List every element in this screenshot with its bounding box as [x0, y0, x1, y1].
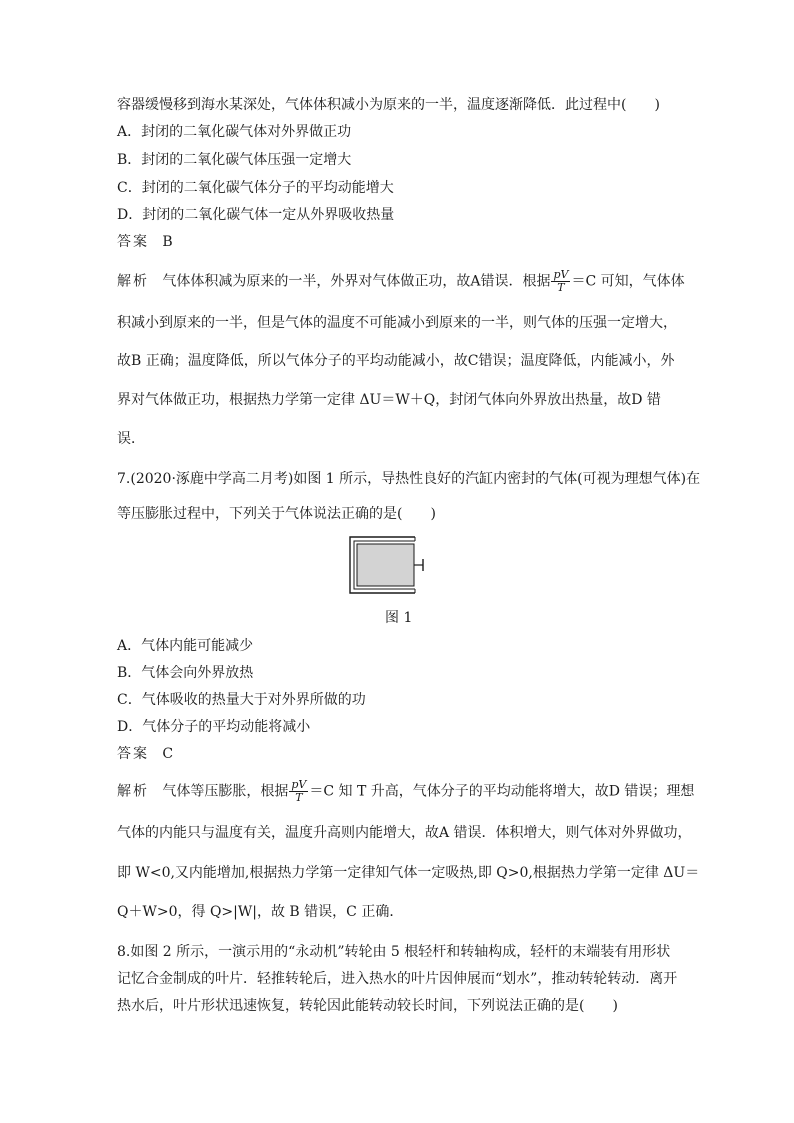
- figure-caption: 图 1: [385, 610, 413, 626]
- q6-analysis-line-1: [117, 269, 685, 294]
- q7-stem-line-2: 等压膨胀过程中，下列关于气体说法正确的是( ): [117, 506, 436, 522]
- q6-answer: [117, 233, 173, 251]
- q6-analysis-line-5: 误．: [117, 431, 145, 447]
- fraction-numerator: pV: [553, 268, 569, 281]
- q6-analysis-line-4: 界对气体做正功，根据热力学第一定律 ΔU＝W＋Q，封闭气体向外界放出热量，故D 错: [117, 392, 661, 408]
- q7-answer: [117, 745, 173, 763]
- q6-option-b: B．封闭的二氧化碳气体压强一定增大: [117, 152, 352, 168]
- q7-analysis-line-3: 即 W<0,又内能增加,根据热力学第一定律知气体一定吸热,即 Q>0,根据热力学第一定律 ΔU＝: [117, 865, 700, 881]
- fraction-numerator: pV: [291, 778, 307, 791]
- analysis-text: ＝C 可知，气体体: [571, 273, 685, 290]
- analysis-text: ＝C 知 T 升高，气体分子的平均动能将增大，故D 错误；理想: [309, 783, 695, 800]
- q6-analysis-line-2: 积减小到原来的一半，但是气体的温度不可能减小到原来的一半，则气体的压强一定增大，: [117, 315, 677, 331]
- q6-option-a: A．封闭的二氧化碳气体对外界做正功: [117, 124, 352, 140]
- fraction-pv-over-t: [289, 779, 308, 804]
- q7-analysis-line-4: Q＋W>0，得 Q>|W|，故 B 错误，C 正确．: [117, 904, 404, 920]
- q8-stem-line-2: 记忆合金制成的叶片．轻推转轮后，进入热水的叶片因伸展而“划水”，推动转轮转动．离开: [117, 971, 678, 987]
- q7-analysis-line-1: [117, 779, 694, 804]
- fraction-pv-over-t: [551, 269, 570, 294]
- analysis-label: 解析: [117, 783, 149, 800]
- fraction-denominator: T: [557, 281, 565, 294]
- answer-label: 答案: [117, 746, 149, 762]
- q6-option-d: D．封闭的二氧化碳气体一定从外界吸收热量: [117, 207, 395, 223]
- gas-region: [357, 544, 414, 586]
- q7-analysis-line-2: 气体的内能只与温度有关，温度升高则内能增大，故A 错误．体积增大，则气体对外界做功，: [117, 825, 692, 841]
- q6-option-c: C．封闭的二氧化碳气体分子的平均动能增大: [117, 180, 394, 196]
- analysis-text: 气体体积减为原来的一半，外界对气体做正功，故A错误．根据: [162, 273, 551, 290]
- q7-stem-line-1: 7.(2020·涿鹿中学高二月考)如图 1 所示，导热性良好的汽缸内密封的气体(可视为理想气体)在: [117, 471, 701, 487]
- analysis-label: 解析: [117, 273, 149, 290]
- fraction-denominator: T: [295, 791, 303, 804]
- q6-analysis-line-3: 故B 正确；温度降低，所以气体分子的平均动能减小，故C错误；温度降低，内能减小，外: [117, 353, 675, 369]
- q8-stem-line-3: 热水后，叶片形状迅速恢复，转轮因此能转动较长时间，下列说法正确的是( ): [117, 998, 618, 1014]
- answer-value: C: [162, 746, 174, 762]
- q7-option-b: B．气体会向外界放热: [117, 665, 254, 681]
- answer-value: B: [162, 234, 173, 250]
- q7-option-a: A．气体内能可能减少: [117, 638, 254, 654]
- cylinder-piston-figure: [345, 533, 445, 599]
- analysis-text: 气体等压膨胀，根据: [162, 783, 289, 800]
- q6-stem-tail: 容器缓慢移到海水某深处，气体体积减小为原来的一半，温度逐渐降低．此过程中( ): [117, 97, 660, 113]
- q7-option-d: D．气体分子的平均动能将减小: [117, 719, 311, 735]
- q7-option-c: C．气体吸收的热量大于对外界所做的功: [117, 692, 366, 708]
- q8-stem-line-1: 8.如图 2 所示，一演示用的“永动机”转轮由 5 根轻杆和转轴构成，轻杆的末端装有用形状: [117, 944, 671, 960]
- answer-label: 答案: [117, 234, 149, 250]
